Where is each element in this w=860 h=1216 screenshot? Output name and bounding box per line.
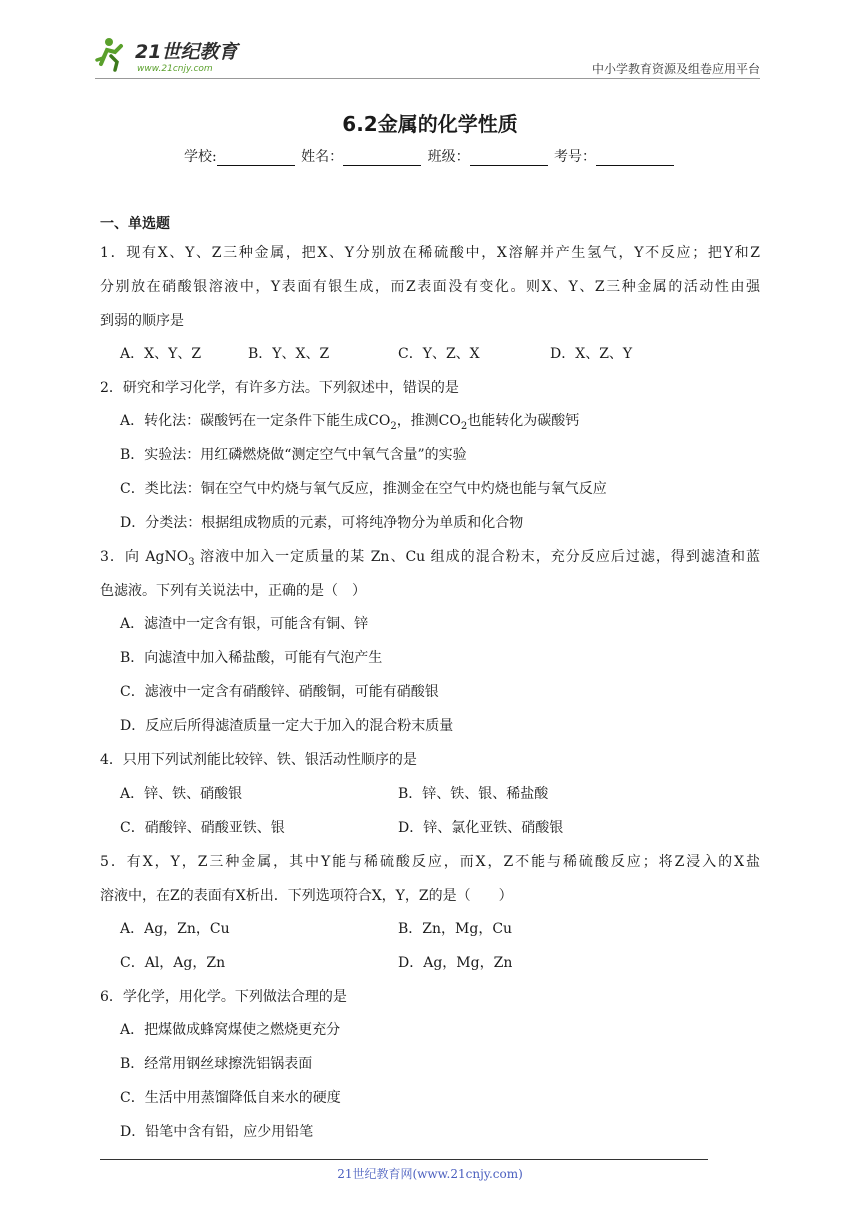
q6-option-b: B．经常用钢丝球擦洗铝锅表面 — [120, 1056, 313, 1072]
q1-line1: 1．现有X、Y、Z三种金属，把X、Y分别放在稀硫酸中，X溶解并产生氢气，Y不反应；把Y和Z — [100, 245, 760, 261]
q1-option-d: D．X、Z、Y — [550, 346, 633, 362]
q4-stem: 4．只用下列试剂能比较锌、铁、银活动性顺序的是 — [100, 752, 417, 768]
page-header — [95, 34, 760, 80]
exam-no-blank — [596, 151, 674, 166]
q3-option-c: C．滤液中一定含有硝酸锌、硝酸铜，可能有硝酸银 — [120, 684, 439, 700]
q1-line2: 分别放在硝酸银溶液中，Y表面有银生成，而Z表面没有变化。则X、Y、Z三种金属的活动性由强 — [100, 279, 760, 295]
runner-icon — [97, 38, 121, 70]
q2-option-b: B．实验法：用红磷燃烧做“测定空气中氧气含量”的实验 — [120, 447, 467, 463]
page-title: 6.2金属的化学性质 — [342, 112, 518, 136]
class-blank — [470, 151, 548, 166]
q3-option-d: D．反应后所得滤渣质量一定大于加入的混合粉末质量 — [120, 718, 454, 734]
svg-text:www.21cnjy.com: www.21cnjy.com — [137, 64, 213, 74]
q5-line2: 溶液中，在Z的表面有X析出．下列选项符合X，Y，Z的是（ ） — [100, 888, 513, 904]
platform-name: 中小学教育资源及组卷应用平台 — [591, 62, 760, 76]
header-divider — [95, 78, 760, 79]
name-label: 姓名： — [301, 149, 344, 165]
school-label: 学校: — [183, 149, 217, 165]
svg-text:21世纪教育: 21世纪教育 — [135, 41, 238, 63]
q3-option-a: A．滤渣中一定含有银，可能含有铜、锌 — [120, 616, 369, 632]
q2-option-a: A．转化法：碳酸钙在一定条件下能生成$CO_2$，推测$CO_2$也能转化为碳酸钙 — [120, 413, 580, 432]
q4-option-a: A．锌、铁、硝酸银 — [120, 786, 243, 802]
q2-stem: 2．研究和学习化学，有许多方法。下列叙述中，错误的是 — [100, 380, 459, 396]
q2-option-c: C．类比法：铜在空气中灼烧与氧气反应，推测金在空气中灼烧也能与氧气反应 — [120, 481, 607, 497]
footer-divider — [100, 1159, 708, 1160]
section-title: 一、单选题 — [100, 216, 170, 232]
q5-option-d: D．Ag，Mg，Zn — [398, 955, 513, 971]
q5-line1: 5．有X，Y，Z三种金属，其中Y能与稀硫酸反应，而X，Z不能与稀硫酸反应；将Z浸入的X盐 — [100, 854, 760, 870]
q6-stem: 6．学化学，用化学。下列做法合理的是 — [100, 989, 347, 1005]
q6-option-d: D．铅笔中含有铅，应少用铅笔 — [120, 1124, 314, 1140]
q1-line3: 到弱的顺序是 — [100, 313, 184, 329]
q4-option-d: D．锌、氯化亚铁、硝酸银 — [398, 820, 564, 836]
class-label: 班级： — [427, 149, 470, 165]
q5-option-c: C．Al，Ag，Zn — [120, 955, 226, 971]
student-info — [0, 146, 860, 166]
logo — [95, 34, 255, 76]
q3-line1: 3．向 AgNO$_3$ 溶液中加入一定质量的某 Zn、Cu 组成的混合粉末，充分反应后过滤，得到滤渣和蓝 — [100, 549, 760, 568]
footer-text[interactable]: 21世纪教育网(www.21cnjy.com) — [337, 1167, 523, 1181]
q6-option-a: A．把煤做成蜂窝煤使之燃烧更充分 — [120, 1022, 341, 1038]
q2-option-d: D．分类法：根据组成物质的元素，可将纯净物分为单质和化合物 — [120, 515, 524, 531]
name-blank — [343, 151, 421, 166]
q5-option-b: B．Zn，Mg，Cu — [398, 921, 513, 937]
q1-option-b: B．Y、X、Z — [248, 346, 330, 362]
q4-option-c: C．硝酸锌、硝酸亚铁、银 — [120, 820, 285, 836]
q1-option-a: A．X、Y、Z — [120, 346, 202, 362]
q5-option-a: A．Ag，Zn，Cu — [120, 921, 230, 937]
school-blank — [217, 151, 295, 166]
q1-option-c: C．Y、Z、X — [398, 346, 480, 362]
q4-option-b: B．锌、铁、银、稀盐酸 — [398, 786, 549, 802]
q3-line2: 色滤液。下列有关说法中，正确的是（ ） — [100, 583, 366, 599]
exam-no-label: 考号： — [554, 149, 597, 165]
q3-option-b: B．向滤渣中加入稀盐酸，可能有气泡产生 — [120, 650, 383, 666]
q6-option-c: C．生活中用蒸馏降低自来水的硬度 — [120, 1090, 341, 1106]
